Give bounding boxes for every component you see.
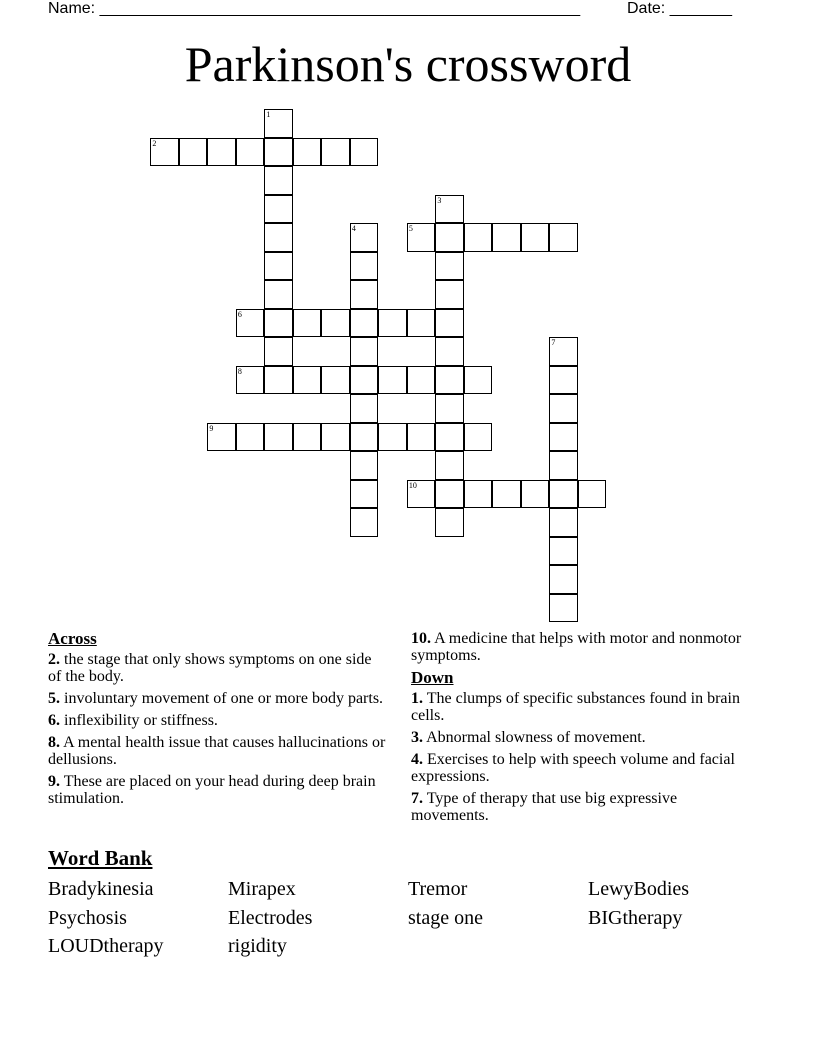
grid-cell[interactable] bbox=[492, 223, 521, 252]
clues-left-column bbox=[48, 630, 388, 812]
grid-cell[interactable] bbox=[350, 280, 379, 309]
grid-cell[interactable] bbox=[407, 223, 436, 252]
grid-cell[interactable] bbox=[407, 423, 436, 452]
name-field[interactable]: Name: ______________________________________________________ bbox=[48, 0, 581, 17]
grid-cell[interactable] bbox=[435, 223, 464, 252]
grid-cell[interactable] bbox=[435, 508, 464, 537]
grid-cell[interactable] bbox=[350, 309, 379, 338]
grid-cell[interactable] bbox=[264, 166, 293, 195]
clue-number: 1 bbox=[266, 110, 271, 120]
clues-right-column bbox=[411, 630, 756, 829]
word-bank bbox=[48, 875, 768, 961]
clue-down-1: 1. The clumps of specific substances found in brain cells. bbox=[411, 690, 740, 724]
grid-cell[interactable] bbox=[578, 480, 607, 509]
grid-cell[interactable] bbox=[549, 508, 578, 537]
grid-cell[interactable] bbox=[150, 138, 179, 167]
grid-cell[interactable] bbox=[264, 309, 293, 338]
word-bank-item: LewyBodies bbox=[588, 878, 690, 900]
grid-cell[interactable] bbox=[264, 423, 293, 452]
grid-cell[interactable] bbox=[236, 138, 265, 167]
grid-cell[interactable] bbox=[207, 138, 236, 167]
grid-cell[interactable] bbox=[464, 480, 493, 509]
grid-cell[interactable] bbox=[293, 423, 322, 452]
clue-number: 3 bbox=[437, 195, 442, 205]
clue-number: 8 bbox=[237, 366, 242, 376]
word-bank-item: LOUDtherapy bbox=[48, 935, 164, 957]
grid-cell[interactable] bbox=[350, 252, 379, 281]
grid-cell[interactable] bbox=[321, 309, 350, 338]
grid-cell[interactable] bbox=[549, 594, 578, 623]
word-bank-item: Bradykinesia bbox=[48, 878, 154, 900]
grid-cell[interactable] bbox=[407, 309, 436, 338]
grid-cell[interactable] bbox=[407, 480, 436, 509]
grid-cell[interactable] bbox=[293, 366, 322, 395]
down-heading: Down bbox=[411, 668, 454, 687]
grid-cell[interactable] bbox=[549, 565, 578, 594]
grid-cell[interactable] bbox=[435, 366, 464, 395]
grid-cell[interactable] bbox=[378, 366, 407, 395]
grid-cell[interactable] bbox=[264, 195, 293, 224]
word-bank-item: BIGtherapy bbox=[588, 906, 683, 929]
grid-cell[interactable] bbox=[549, 480, 578, 509]
grid-cell[interactable] bbox=[264, 337, 293, 366]
grid-cell[interactable] bbox=[350, 223, 379, 252]
grid-cell[interactable] bbox=[236, 366, 265, 395]
word-bank-item: rigidity bbox=[228, 935, 287, 957]
grid-cell[interactable] bbox=[350, 138, 379, 167]
grid-cell[interactable] bbox=[435, 423, 464, 452]
clue-number: 7 bbox=[551, 338, 556, 348]
clue-across-8: 8. A mental health issue that causes hallucinations or dellusions. bbox=[48, 734, 386, 768]
page-title: Parkinson's crossword bbox=[184, 36, 632, 92]
clue-down-7: 7. Type of therapy that use big expressive movements. bbox=[411, 790, 678, 824]
clue-down-3: 3. Abnormal slowness of movement. bbox=[411, 729, 646, 746]
clue-across-6: 6. inflexibility or stiffness. bbox=[48, 712, 218, 729]
grid-cell[interactable] bbox=[293, 138, 322, 167]
grid-cell[interactable] bbox=[378, 309, 407, 338]
clue-across-9: 9. These are placed on your head during deep brain stimulation. bbox=[48, 773, 376, 807]
grid-cell[interactable] bbox=[264, 280, 293, 309]
grid-cell[interactable] bbox=[321, 138, 350, 167]
word-bank-item: Mirapex bbox=[228, 878, 296, 900]
grid-cell[interactable] bbox=[407, 366, 436, 395]
grid-cell[interactable] bbox=[293, 309, 322, 338]
grid-cell[interactable] bbox=[378, 423, 407, 452]
grid-cell[interactable] bbox=[521, 480, 550, 509]
grid-cell[interactable] bbox=[492, 480, 521, 509]
grid-cell[interactable] bbox=[236, 309, 265, 338]
grid-cell[interactable] bbox=[435, 451, 464, 480]
grid-cell[interactable] bbox=[464, 366, 493, 395]
grid-cell[interactable] bbox=[549, 423, 578, 452]
grid-cell[interactable] bbox=[549, 223, 578, 252]
word-bank-item: stage one bbox=[408, 906, 483, 929]
grid-cell[interactable] bbox=[464, 223, 493, 252]
grid-cell[interactable] bbox=[435, 309, 464, 338]
grid-cell[interactable] bbox=[179, 138, 208, 167]
grid-cell[interactable] bbox=[435, 195, 464, 224]
grid-cell[interactable] bbox=[350, 337, 379, 366]
grid-cell[interactable] bbox=[264, 138, 293, 167]
grid-cell[interactable] bbox=[549, 537, 578, 566]
grid-cell[interactable] bbox=[549, 337, 578, 366]
clue-across-5: 5. involuntary movement of one or more body parts. bbox=[48, 690, 384, 707]
grid-cell[interactable] bbox=[435, 280, 464, 309]
grid-cell[interactable] bbox=[321, 423, 350, 452]
clue-across-2: 2. the stage that only shows symptoms on one side of the body. bbox=[48, 651, 372, 685]
grid-cell[interactable] bbox=[435, 337, 464, 366]
grid-cell[interactable] bbox=[350, 366, 379, 395]
grid-cell[interactable] bbox=[435, 480, 464, 509]
clue-number: 10 bbox=[408, 480, 417, 490]
grid-cell[interactable] bbox=[464, 423, 493, 452]
word-bank-item: Psychosis bbox=[48, 906, 127, 929]
word-bank-item: Tremor bbox=[408, 878, 468, 900]
across-heading: Across bbox=[48, 629, 97, 648]
word-bank-item: Electrodes bbox=[228, 906, 313, 929]
clue-down-4: 4. Exercises to help with speech volume and facial expressions. bbox=[411, 751, 735, 785]
grid-cell[interactable] bbox=[264, 366, 293, 395]
date-field[interactable]: Date: _______ bbox=[627, 0, 732, 17]
clue-number: 2 bbox=[152, 138, 157, 148]
clue-number: 6 bbox=[237, 309, 242, 319]
grid-cell[interactable] bbox=[350, 480, 379, 509]
grid-cell[interactable] bbox=[350, 451, 379, 480]
grid-cell[interactable] bbox=[521, 223, 550, 252]
clue-number: 5 bbox=[408, 224, 413, 234]
grid-cell[interactable] bbox=[321, 366, 350, 395]
grid-cell[interactable] bbox=[549, 394, 578, 423]
grid-cell[interactable] bbox=[549, 451, 578, 480]
clue-across-10: 10. A medicine that helps with motor and nonmotor symptoms. bbox=[411, 630, 742, 664]
grid-cell[interactable] bbox=[350, 508, 379, 537]
grid-cell[interactable] bbox=[549, 366, 578, 395]
grid-cell[interactable] bbox=[207, 423, 236, 452]
grid-cell[interactable] bbox=[264, 109, 293, 138]
clue-number: 4 bbox=[351, 224, 356, 234]
clue-number: 9 bbox=[209, 423, 214, 433]
grid-cell[interactable] bbox=[435, 252, 464, 281]
grid-cell[interactable] bbox=[350, 394, 379, 423]
word-bank-heading: Word Bank bbox=[48, 846, 153, 870]
grid-cell[interactable] bbox=[236, 423, 265, 452]
grid-cell[interactable] bbox=[350, 423, 379, 452]
grid-cell[interactable] bbox=[264, 252, 293, 281]
grid-cell[interactable] bbox=[264, 223, 293, 252]
grid-cell[interactable] bbox=[435, 394, 464, 423]
